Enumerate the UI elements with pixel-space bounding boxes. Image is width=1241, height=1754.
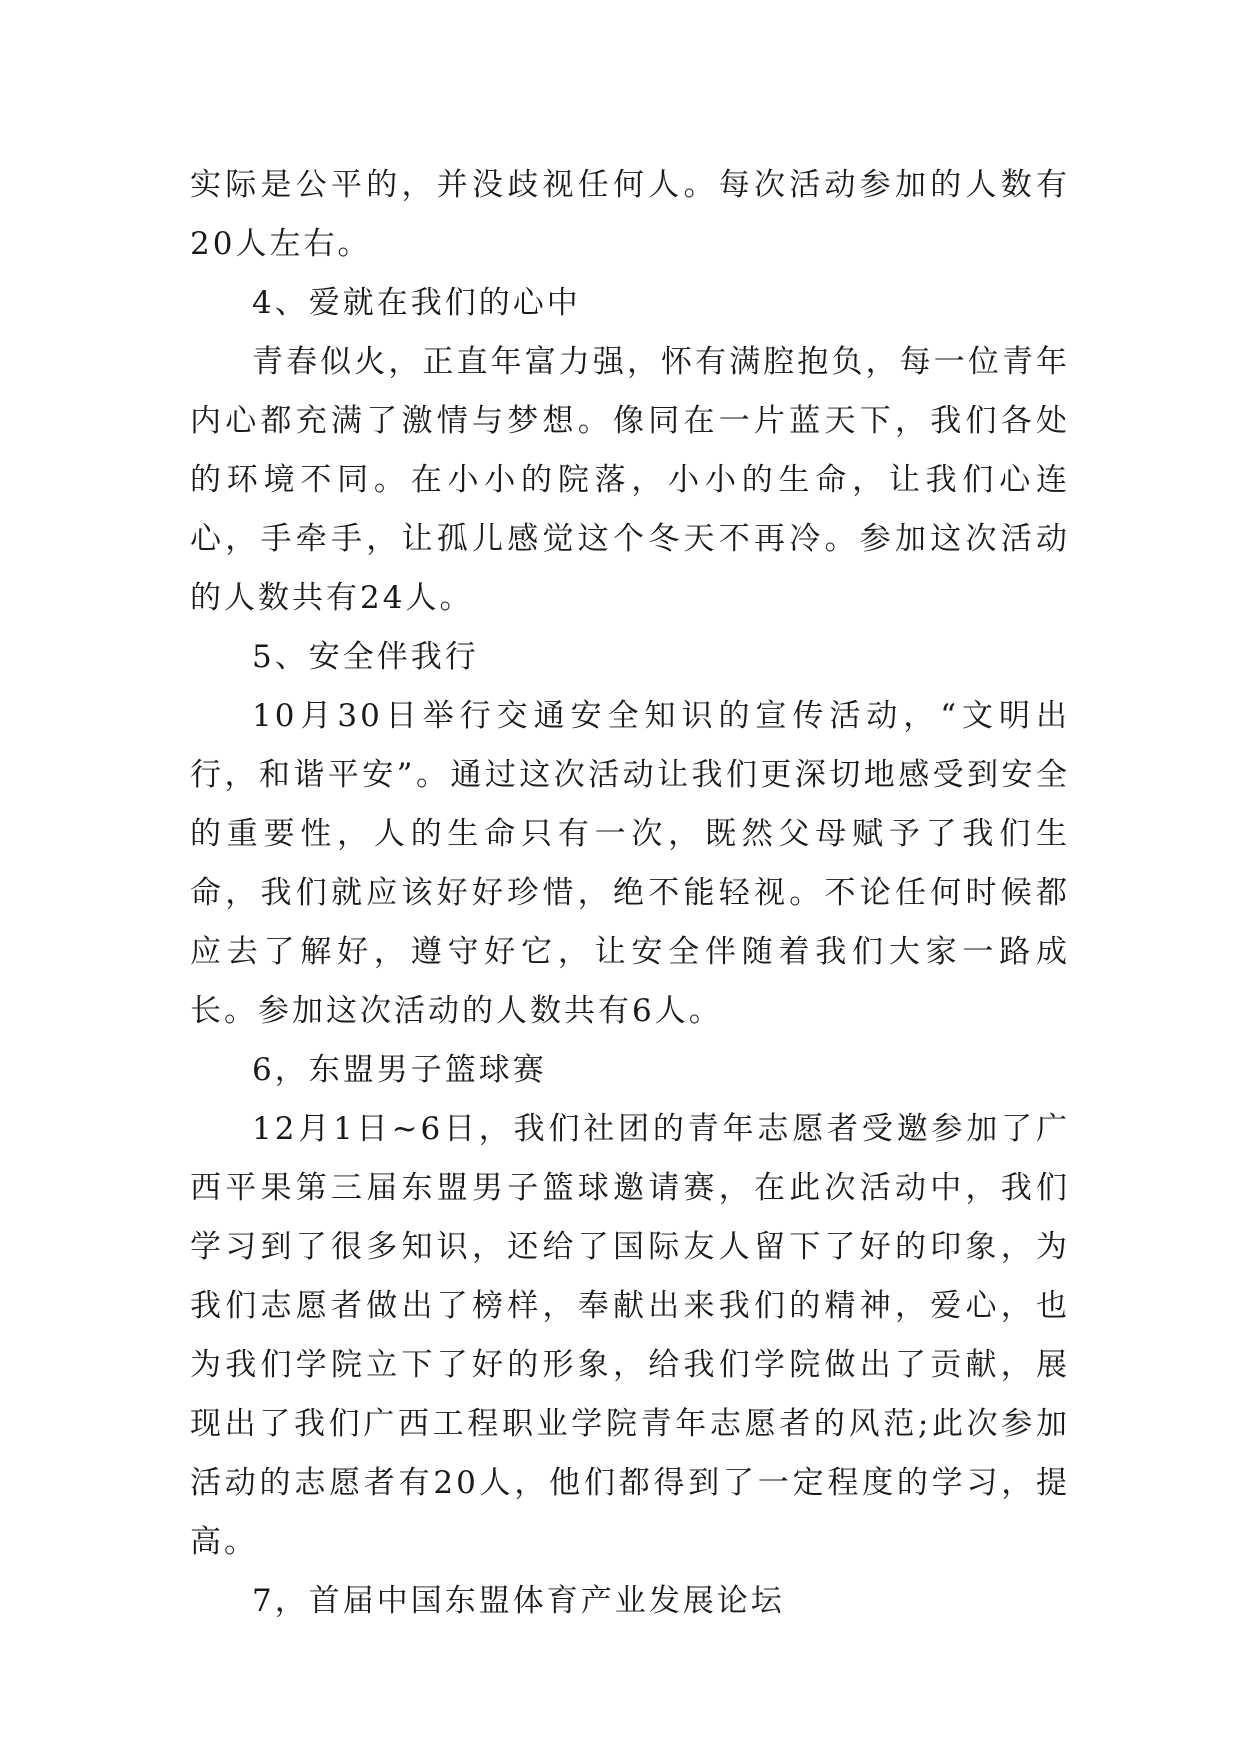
document-body xyxy=(190,156,1070,1631)
section-heading-basketball: 6，东盟男子篮球赛 xyxy=(252,1052,547,1088)
paragraph-orphanage-visit: 青春似火，正直年富力强，怀有满腔抱负，每一位青年内心都充满了激情与梦想。像同在一片蓝天下，我们各处的环境不同。在小小的院落，小小的生命，让我们心连心，手牵手，让孤儿感觉这个冬天不再冷。参加这次活动的人数共有24人。 xyxy=(190,344,1070,616)
paragraph-basketball-volunteers: 12月1日~6日，我们社团的青年志愿者受邀参加了广西平果第三届东盟男子篮球邀请赛，在此次活动中，我们学习到了很多知识，还给了国际友人留下了好的印象，为我们志愿者做出了榜样，奉献出来我们的精神，爱心，也为我们学院立下了好的形象，给我们学院做出了贡献，展现出了我们广西工程职业学院青年志愿者的风范;此次参加活动的志愿者有20人，他们都得到了一定程度的学习，提高。 xyxy=(190,1111,1070,1560)
section-heading-safety: 5、安全伴我行 xyxy=(252,639,479,675)
paragraph-traffic-safety: 10月30日举行交通安全知识的宣传活动，“文明出行，和谐平安”。通过这次活动让我们更深切地感受到安全的重要性，人的生命只有一次，既然父母赋予了我们生命，我们就应该好好珍惜，绝不能轻视。不论任何时候都应去了解好，遵守好它，让安全伴随着我们大家一路成长。参加这次活动的人数共有6人。 xyxy=(190,698,1070,1029)
paragraph-attendance-20: 实际是公平的，并没歧视任何人。每次活动参加的人数有20人左右。 xyxy=(190,167,1070,262)
section-heading-love-in-hearts: 4、爱就在我们的心中 xyxy=(252,285,581,321)
section-heading-sports-forum: 7，首届中国东盟体育产业发展论坛 xyxy=(252,1583,785,1619)
